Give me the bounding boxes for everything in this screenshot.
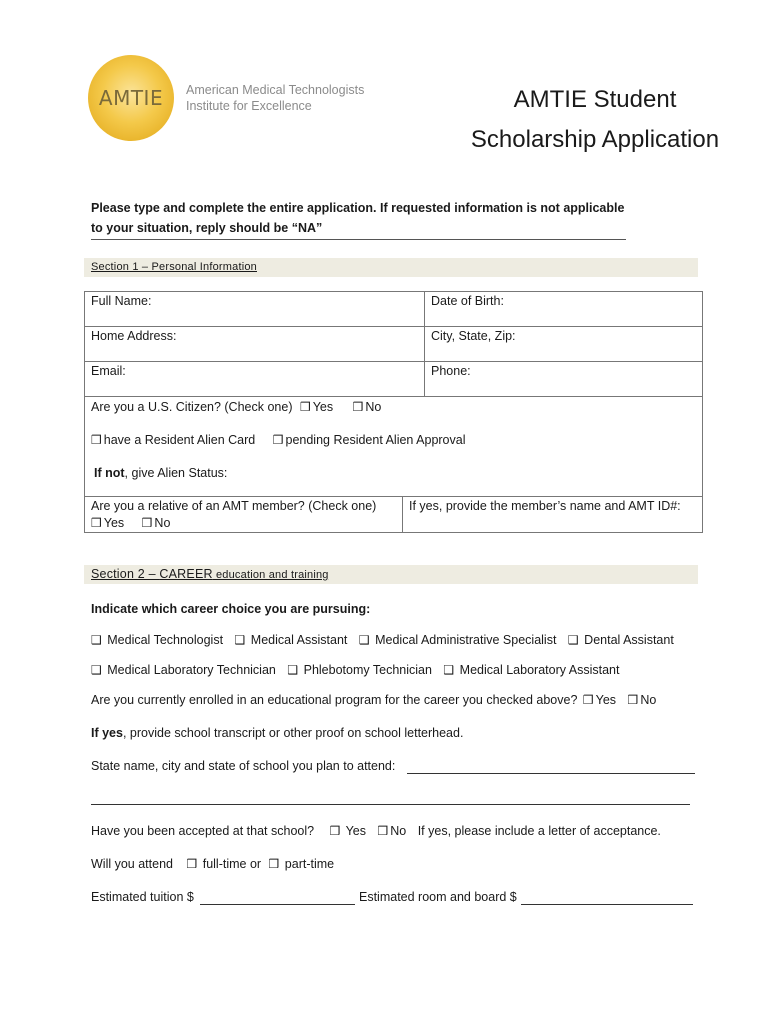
- checkbox-icon[interactable]: ❑: [358, 633, 370, 647]
- career-option[interactable]: [443, 663, 619, 677]
- transcript-label: , provide school transcript or other proof on school letterhead.: [122, 726, 464, 740]
- table-divider: [84, 496, 702, 497]
- table-divider: [84, 361, 702, 362]
- career-label: Medical Laboratory Assistant: [459, 663, 620, 677]
- alien-status-field[interactable]: [94, 466, 227, 480]
- part-time-option[interactable]: [269, 857, 335, 871]
- section2-header-bar: [84, 565, 698, 584]
- checkbox-icon[interactable]: ❒: [91, 433, 102, 447]
- logo-text: AMTIE: [98, 86, 164, 110]
- citizen-question-label: Are you a U.S. Citizen? (Check one): [91, 400, 293, 414]
- table-divider: [402, 496, 403, 532]
- org-name-line2: Institute for Excellence: [186, 99, 312, 113]
- yes-label: Yes: [345, 824, 366, 838]
- checkbox-icon[interactable]: ❒: [272, 433, 284, 447]
- relative-options: [91, 516, 170, 530]
- career-row-1: [91, 633, 674, 647]
- date-of-birth-field[interactable]: Date of Birth:: [431, 294, 504, 308]
- career-label: Phlebotomy Technician: [303, 663, 432, 677]
- accepted-question-label: Have you been accepted at that school?: [91, 824, 315, 838]
- resident-alien-options: [91, 433, 466, 447]
- school-second-line-input[interactable]: [91, 804, 690, 805]
- career-option[interactable]: [91, 633, 223, 647]
- pending-approval-option[interactable]: [273, 433, 466, 447]
- career-choice-heading: Indicate which career choice you are pursuing:: [91, 602, 371, 616]
- transcript-note: [91, 726, 463, 740]
- city-state-zip-field[interactable]: City, State, Zip:: [431, 329, 516, 343]
- room-board-label: Estimated room and board $: [359, 890, 517, 904]
- checkbox-icon[interactable]: ❒: [268, 857, 280, 871]
- checkbox-icon[interactable]: ❒: [186, 857, 198, 871]
- tuition-label: Estimated tuition $: [91, 890, 194, 904]
- yes-label: Yes: [103, 516, 125, 530]
- section1-heading: Section 1 – Personal Information: [91, 261, 257, 273]
- intro-line2: to your situation, reply should be “NA”: [91, 221, 323, 235]
- career-label: Medical Laboratory Technician: [107, 663, 276, 677]
- full-name-field[interactable]: Full Name:: [91, 294, 152, 308]
- checkbox-icon[interactable]: ❑: [91, 663, 102, 677]
- section1-header-bar: [84, 258, 698, 277]
- checkbox-icon[interactable]: ❒: [141, 516, 153, 530]
- will-attend-label: Will you attend: [91, 857, 173, 871]
- checkbox-icon[interactable]: ❒: [582, 693, 594, 707]
- section2-heading-b: CAREER: [159, 567, 213, 581]
- part-time-label: part-time: [284, 857, 335, 871]
- school-state-label: State name, city and state of school you plan to attend:: [91, 759, 396, 773]
- member-info-field[interactable]: If yes, provide the member’s name and AMT ID#:: [409, 499, 681, 513]
- title-line1: AMTIE Student: [513, 86, 677, 113]
- school-state-input[interactable]: [407, 760, 695, 774]
- checkbox-icon[interactable]: ❑: [443, 663, 455, 677]
- resident-card-label: have a Resident Alien Card: [103, 433, 256, 447]
- career-label: Dental Assistant: [584, 633, 674, 647]
- full-time-option[interactable]: [186, 857, 261, 871]
- checkbox-icon[interactable]: ❑: [91, 633, 102, 647]
- table-divider: [84, 326, 702, 327]
- career-label: Medical Administrative Specialist: [375, 633, 557, 647]
- enrolled-yes-option[interactable]: [583, 693, 616, 707]
- section2-heading-a: Section 2 –: [91, 567, 160, 581]
- attendance-question: [91, 857, 334, 871]
- yes-label: Yes: [312, 400, 334, 414]
- checkbox-icon[interactable]: ❒: [377, 824, 389, 838]
- room-board-input[interactable]: [521, 891, 693, 905]
- relative-question: Are you a relative of an AMT member? (Check one): [91, 499, 377, 513]
- career-label: Medical Assistant: [250, 633, 348, 647]
- yes-label: Yes: [595, 693, 617, 707]
- career-label: Medical Technologist: [107, 633, 224, 647]
- section2-heading-c: education and training: [212, 569, 329, 581]
- table-divider: [84, 396, 702, 397]
- checkbox-icon[interactable]: ❑: [287, 663, 299, 677]
- alien-status-label: , give Alien Status:: [124, 466, 228, 480]
- career-option[interactable]: [568, 633, 674, 647]
- phone-field[interactable]: Phone:: [431, 364, 471, 378]
- org-name: [186, 82, 364, 114]
- section2-heading: [84, 569, 329, 581]
- no-label: No: [390, 824, 407, 838]
- intro-line1: Please type and complete the entire application. If requested information is not applicable: [91, 201, 625, 215]
- full-time-label: full-time or: [202, 857, 262, 871]
- career-option[interactable]: [359, 633, 557, 647]
- org-name-line1: American Medical Technologists: [186, 83, 365, 97]
- title-line2: Scholarship Application: [470, 126, 720, 153]
- pending-approval-label: pending Resident Alien Approval: [285, 433, 466, 447]
- acceptance-note: If yes, please include a letter of acceptance.: [417, 824, 661, 838]
- email-field[interactable]: Email:: [91, 364, 126, 378]
- home-address-field[interactable]: Home Address:: [91, 329, 177, 343]
- citizen-question: [91, 400, 381, 414]
- citizen-yes-option[interactable]: [300, 400, 333, 414]
- relative-no-option[interactable]: [142, 516, 171, 530]
- no-label: No: [365, 400, 382, 414]
- checkbox-icon[interactable]: ❒: [627, 693, 639, 707]
- enrolled-question-label: Are you currently enrolled in an educational program for the career you checked above?: [91, 693, 578, 707]
- intro-instructions: [91, 198, 626, 240]
- career-option[interactable]: [91, 663, 276, 677]
- if-not-label: If not: [94, 466, 125, 480]
- checkbox-icon[interactable]: ❒: [91, 516, 102, 530]
- career-option[interactable]: [235, 633, 348, 647]
- tuition-input[interactable]: [200, 891, 355, 905]
- enrolled-question: [91, 693, 656, 707]
- accepted-question: [91, 824, 661, 838]
- resident-card-option[interactable]: [91, 433, 255, 447]
- accepted-no-option[interactable]: [377, 824, 406, 838]
- checkbox-icon[interactable]: ❒: [299, 400, 311, 414]
- accepted-yes-option[interactable]: [330, 824, 366, 838]
- career-option[interactable]: [287, 663, 432, 677]
- table-divider: [424, 291, 425, 397]
- page-title: [440, 80, 750, 160]
- no-label: No: [154, 516, 171, 530]
- checkbox-icon[interactable]: ❒: [352, 400, 364, 414]
- enrolled-no-option[interactable]: [628, 693, 657, 707]
- relative-yes-option[interactable]: [91, 516, 124, 530]
- amtie-logo: [88, 55, 174, 141]
- career-row-2: [91, 663, 619, 677]
- checkbox-icon[interactable]: ❑: [567, 633, 579, 647]
- checkbox-icon[interactable]: ❑: [234, 633, 246, 647]
- if-yes-label: If yes: [91, 726, 123, 740]
- no-label: No: [640, 693, 657, 707]
- citizen-no-option[interactable]: [353, 400, 382, 414]
- checkbox-icon[interactable]: ❒: [329, 824, 341, 838]
